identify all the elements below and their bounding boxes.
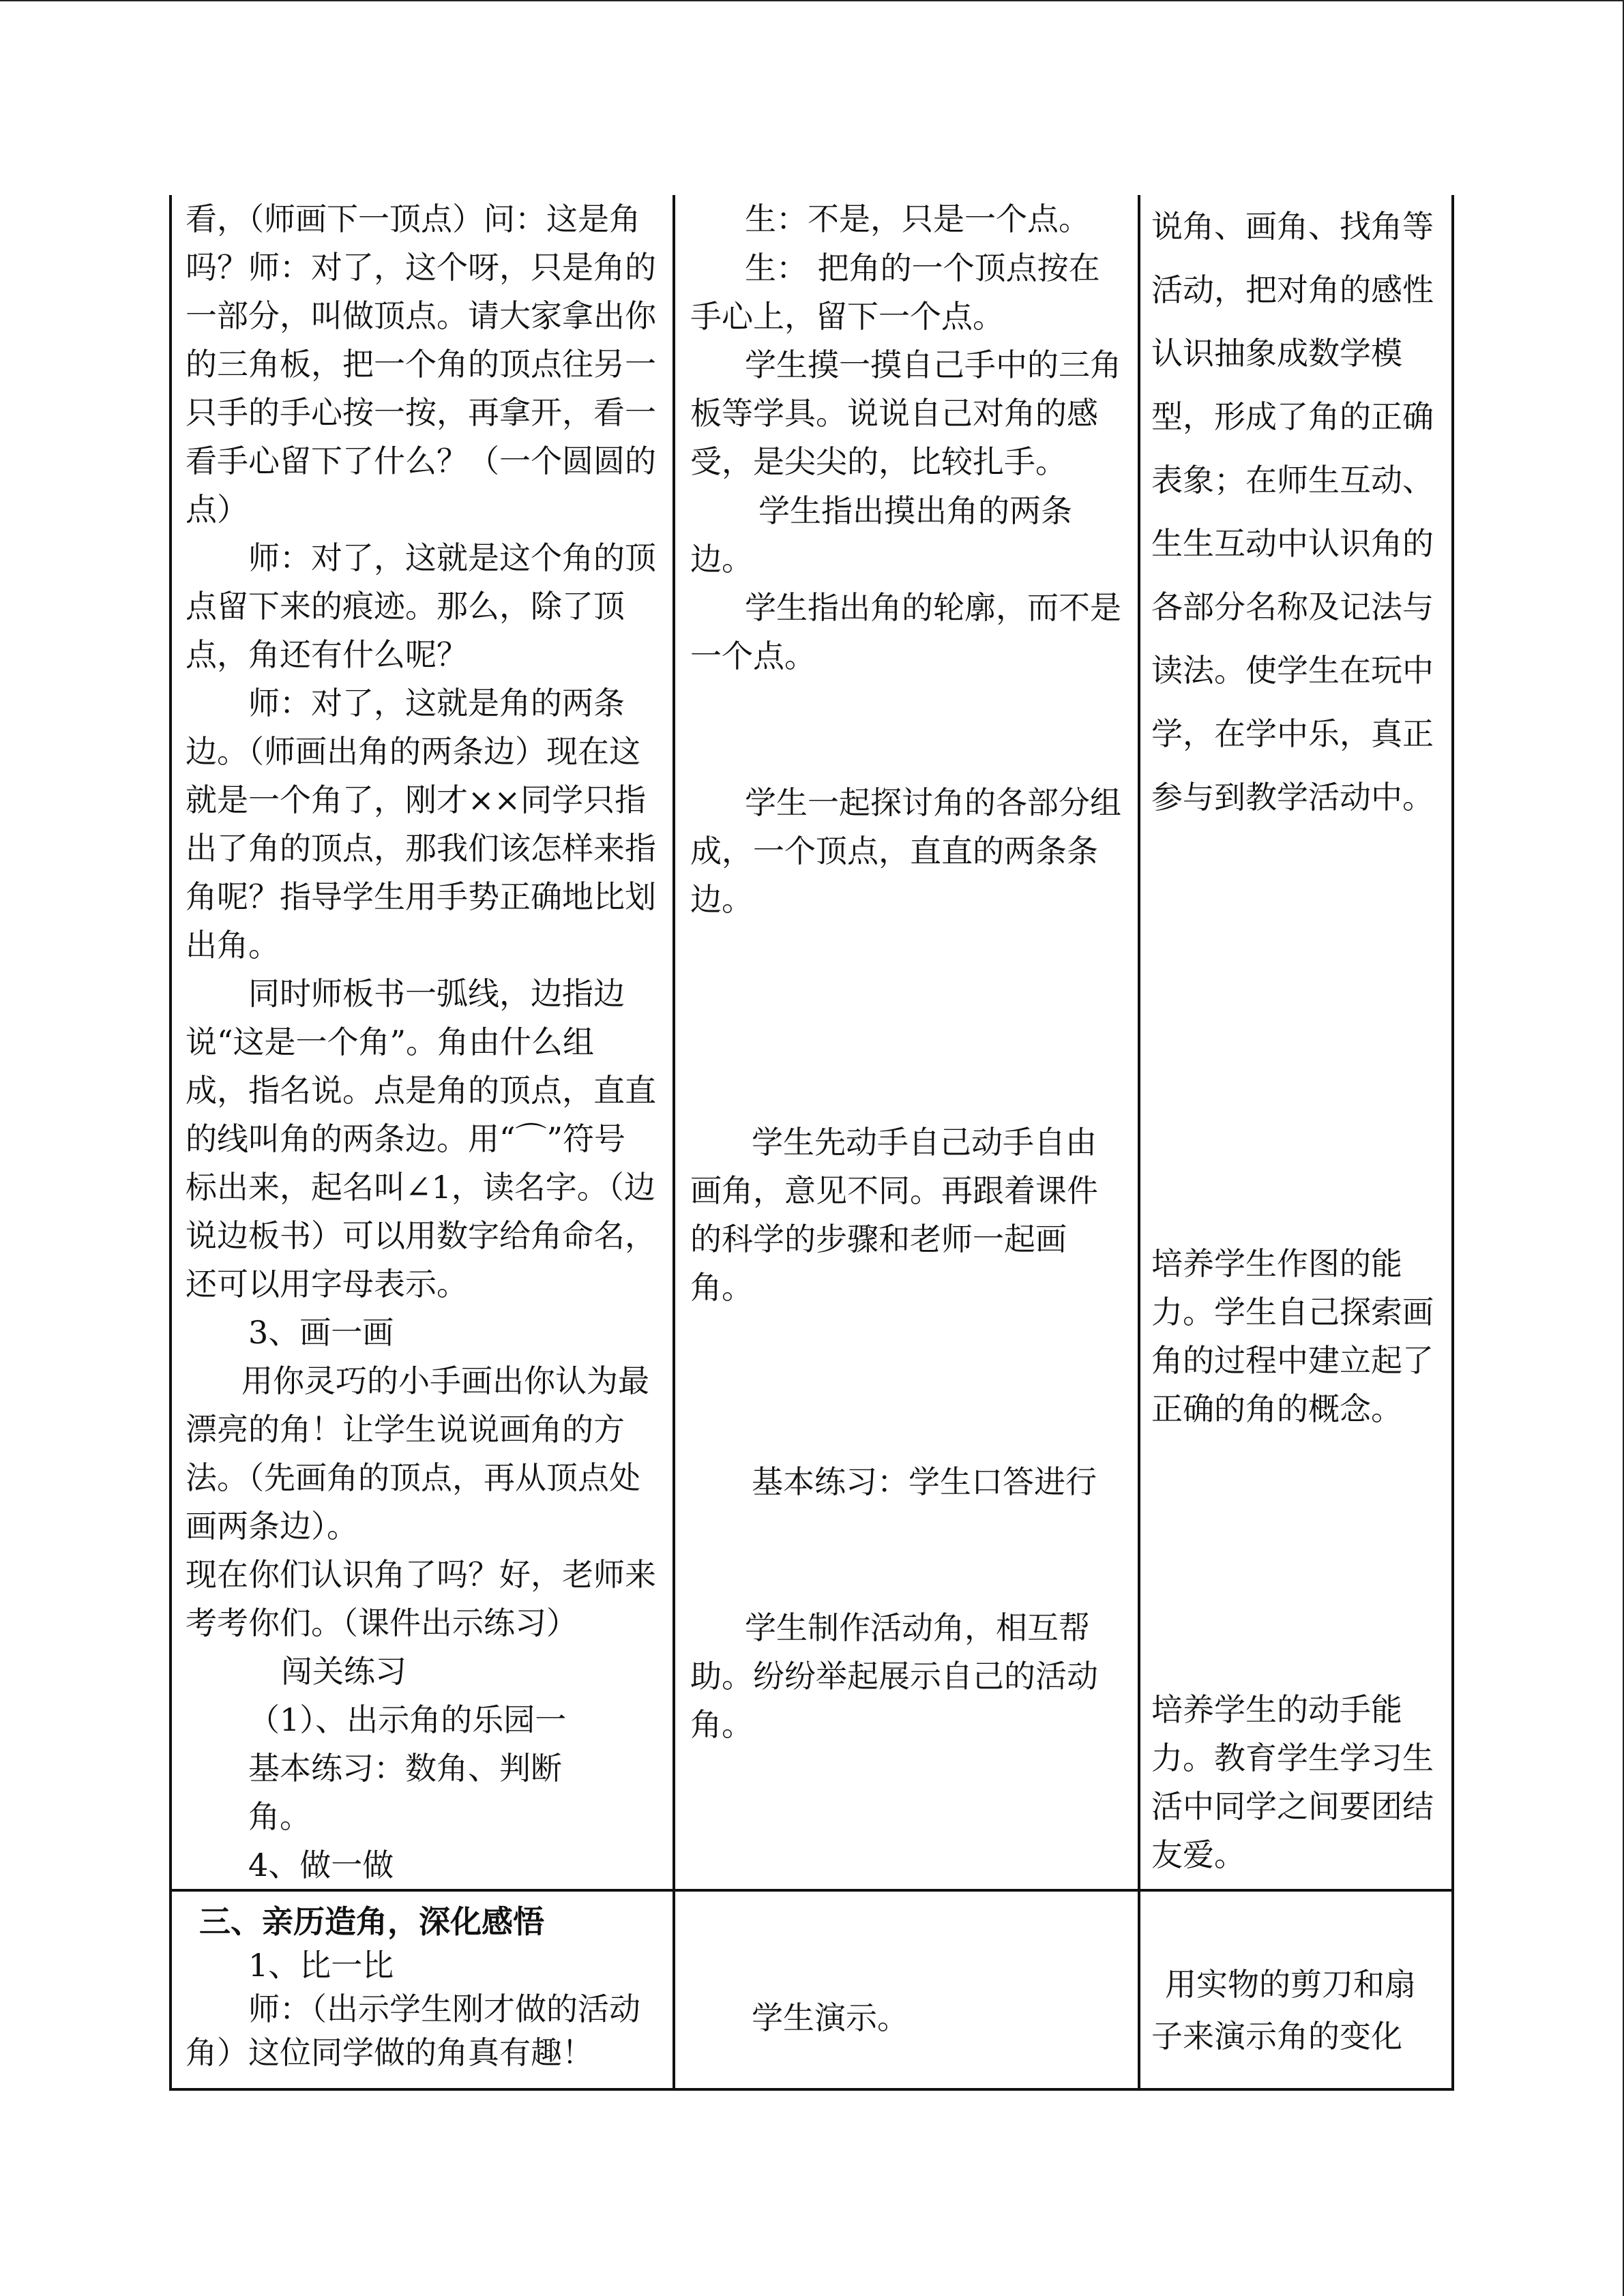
- student-text-5: 学生指出角的轮廓，而不是一个点。: [690, 589, 1121, 674]
- lesson-plan-table: [169, 195, 1454, 2091]
- student-text-3: 学生摸一摸自己手中的三角板等学具。说说自己对角的感受，是尖尖的，比较扎手。: [690, 346, 1121, 480]
- column-divider-1: [673, 195, 675, 2091]
- section-three-cell: [186, 1900, 656, 2091]
- design-intent-4: [1151, 1958, 1446, 2062]
- basic-practice-label-cont: 角。: [248, 1798, 311, 1835]
- teacher-text-1: 看，（师画下一顶点）问：这是角吗？师：对了，这个呀，只是角的一部分，叫做顶点。请大家拿出你的三角板，把一个角的顶点往另一只手的手心按一按，再拿开，看一看手心留下了什么？（一个圆圆的点）: [186, 200, 656, 528]
- student-activity-6: [690, 779, 1121, 924]
- student-activity-5: [690, 584, 1121, 681]
- basic-practice-label: 基本练习：数角、判断: [248, 1750, 562, 1787]
- design-intent-3: [1151, 1686, 1446, 1879]
- student-text-9: 学生制作活动角，相互帮助。纷纷举起展示自己的活动角。: [690, 1609, 1098, 1743]
- challenge-practice-label: 闯关练习: [281, 1653, 407, 1690]
- teacher-text-3: 师：对了，这就是角的两条边。（师画出角的两条边）现在这就是一个角了，刚才××同学只指出了角的顶点，那我们该怎样来指角呢？指导学生用手势正确地比划出角。: [186, 685, 656, 964]
- section-heading-draw: 3、画一画: [248, 1314, 394, 1351]
- teacher-text-6: 现在你们认识角了吗？好，老师来考考你们。（课件出示练习）: [186, 1556, 656, 1641]
- student-activity-2: [690, 244, 1121, 341]
- student-activity-7: [690, 1118, 1121, 1312]
- student-activity-8: [690, 1458, 1121, 1506]
- design-text-4: 用实物的剪刀和扇子来演示角的变化: [1151, 1966, 1416, 2055]
- design-intent-1: [1151, 195, 1446, 829]
- student-text-2: 生： 把角的一个顶点按在手心上，留下一个点。: [690, 250, 1100, 335]
- design-intent-2: [1151, 1240, 1446, 1433]
- design-text-2: 培养学生作图的能力。学生自己探索画角的过程中建立起了正确的角的概念。: [1151, 1245, 1434, 1427]
- table-left-border: [169, 195, 172, 2091]
- exercise-item-1: （1）、出示角的乐园一: [248, 1701, 567, 1738]
- table-right-border: [1451, 195, 1454, 2091]
- student-text-1: 生：不是，只是一个点。: [745, 200, 1090, 237]
- compare-heading: 1、比一比: [248, 1947, 394, 1984]
- section-heading-make: 4、做一做: [248, 1847, 394, 1883]
- student-demo-cell: [690, 1994, 1121, 2042]
- student-demo-text: 学生演示。: [752, 1999, 909, 2036]
- student-activity-1: [690, 195, 1121, 243]
- student-activity-9: [690, 1604, 1121, 1749]
- teacher-text-4: 同时师板书一弧线，边指边说“这是一个角”。角由什么组成，指名说。点是角的顶点，直直的线叫角的两条边。用“⌒”符号标出来，起名叫∠1，读名字。（边说边板书）可以用数字给角命名，还可以用字母表示。: [186, 975, 656, 1302]
- page-top-border: [0, 0, 1624, 1]
- teacher-text-5: 用你灵巧的小手画出你认为最漂亮的角！让学生说说画角的方法。（先画角的顶点，再从顶点处画两条边）。: [186, 1362, 649, 1545]
- student-text-4: 学生指出摸出角的两条边。: [690, 492, 1072, 578]
- teacher-text-8: 师：（出示学生刚才做的活动角）这位同学做的角真有趣！: [186, 1991, 640, 2071]
- student-activity-4: [690, 487, 1121, 584]
- student-text-8: 基本练习：学生口答进行: [752, 1463, 1097, 1500]
- teacher-activity-cell: [186, 195, 656, 1886]
- teacher-text-2: 师：对了，这就是这个角的顶点留下来的痕迹。那么，除了顶点，角还有什么呢？: [186, 539, 656, 673]
- section-three-heading: 三、亲历造角，深化感悟: [199, 1903, 544, 1940]
- column-divider-2: [1138, 195, 1140, 2091]
- student-text-6: 学生一起探讨角的各部分组成，一个顶点，直直的两条条边。: [690, 784, 1121, 918]
- design-text-3: 培养学生的动手能力。教育学生学习生活中同学之间要团结友爱。: [1151, 1691, 1434, 1873]
- student-text-7: 学生先动手自己动手自由画角，意见不同。再跟着课件的科学的步骤和老师一起画角。: [690, 1124, 1098, 1306]
- row-divider: [169, 1889, 1454, 1892]
- student-activity-3: [690, 341, 1121, 486]
- design-text-1: 说角、画角、找角等活动，把对角的感性认识抽象成数学模型，形成了角的正确表象；在师生互动、生生互动中认识角的各部分名称及记法与读法。使学生在玩中学，在学中乐，真正参与到教学活动中。: [1151, 208, 1434, 816]
